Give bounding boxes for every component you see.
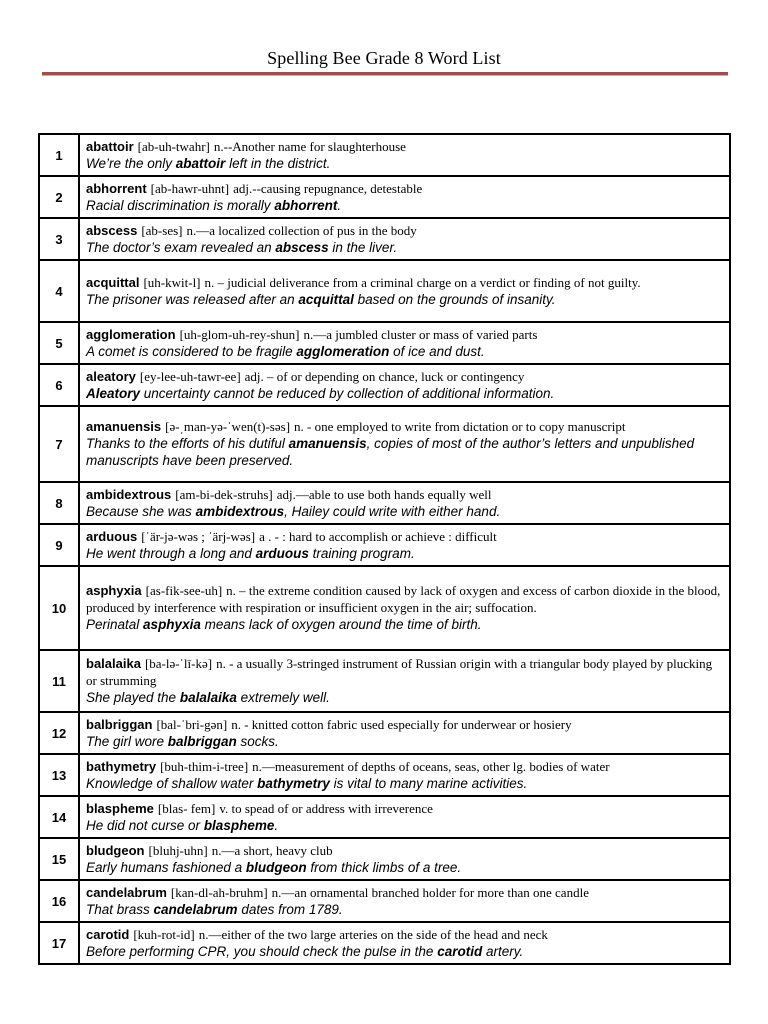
example-sentence [86, 901, 723, 918]
sentence-keyword: arduous [255, 545, 309, 561]
definition: n. – the extreme condition caused by lack of oxygen and excess of carbon dioxide in the blood, produced by interference with respiration or insufficient oxygen in the air; suffocation. [86, 583, 721, 615]
pronunciation: [kan-dl-ah-bruhm] [170, 884, 268, 900]
vocabulary-word: abscess [86, 222, 138, 238]
sentence-start: That brass [86, 901, 154, 917]
word-entry [79, 838, 730, 880]
word-number: 11 [39, 650, 79, 712]
example-sentence [86, 733, 723, 750]
sentence-start: She played the [86, 690, 180, 705]
definition: n. - one employed to write from dictation or to copy manuscript [294, 419, 626, 434]
example-sentence [86, 343, 723, 360]
word-entry [79, 260, 730, 322]
word-number: 10 [39, 566, 79, 650]
sentence-end: , copies of most of the author’s letters and unpublished manuscripts have been preserved. [86, 436, 695, 468]
sentence-start: The prisoner was released after an [86, 291, 299, 307]
word-row [39, 524, 730, 566]
pronunciation: [uh-kwit-l] [143, 274, 201, 290]
word-number: 6 [39, 364, 79, 406]
definition-line [86, 800, 723, 817]
sentence-start: Knowledge of shallow water [86, 775, 258, 791]
sentence-start: The girl wore [86, 733, 168, 749]
definition-line [86, 418, 723, 435]
sentence-keyword: abhorrent [274, 197, 338, 213]
definition: a . - : hard to accomplish or achieve : difficult [259, 528, 497, 544]
pronunciation: [ˈär-jə-wəs ; ˈärj-wəs] [141, 528, 256, 544]
sentence-keyword: bathymetry [257, 775, 330, 791]
vocabulary-word: amanuensis [86, 419, 162, 434]
definition: n.—either of the two large arteries on the side of the head and neck [198, 926, 548, 942]
sentence-end: , Hailey could write with either hand. [284, 503, 501, 519]
definition: n.—a localized collection of pus in the body [186, 222, 417, 238]
word-entry [79, 322, 730, 364]
vocabulary-word: balbriggan [86, 716, 153, 732]
word-entry [79, 880, 730, 922]
definition: adj. – of or depending on chance, luck or contingency [244, 368, 525, 384]
word-number: 13 [39, 754, 79, 796]
word-number: 12 [39, 712, 79, 754]
definition: n.—an ornamental branched holder for more than one candle [271, 884, 589, 900]
pronunciation: [ba-lə-ˈlī-kə] [144, 656, 213, 671]
sentence-end: is vital to many marine activities. [329, 775, 528, 791]
vocabulary-word: carotid [86, 926, 130, 942]
word-number: 5 [39, 322, 79, 364]
sentence-start: A comet is considered to be fragile [86, 343, 297, 359]
pronunciation: [bluhj-uhn] [148, 842, 208, 858]
word-row [39, 176, 730, 218]
word-number: 7 [39, 406, 79, 482]
vocabulary-word: abattoir [86, 138, 134, 154]
sentence-end: artery. [482, 943, 524, 959]
word-number: 4 [39, 260, 79, 322]
example-sentence [86, 689, 723, 706]
word-number: 14 [39, 796, 79, 838]
word-entry [79, 406, 730, 482]
sentence-end: from thick limbs of a tree. [306, 859, 462, 875]
definition-line [86, 138, 723, 155]
pronunciation: [bal-ˈbri-gən] [156, 716, 228, 732]
sentence-keyword: asphyxia [143, 617, 201, 632]
sentence-end: extremely well. [236, 690, 330, 705]
definition-line [86, 486, 723, 503]
sentence-keyword: amanuensis [288, 436, 367, 451]
sentence-start: Before performing CPR, you should check the pulse in the [86, 943, 438, 959]
word-list-table [38, 133, 731, 965]
example-sentence [86, 291, 723, 308]
title-divider [42, 72, 728, 76]
sentence-keyword: Aleatory [86, 385, 141, 401]
sentence-end: left in the district. [225, 155, 331, 171]
sentence-start: Thanks to the efforts of his dutiful [86, 436, 289, 451]
sentence-keyword: abattoir [175, 155, 226, 171]
pronunciation: [uh-glom-uh-rey-shun] [179, 326, 300, 342]
sentence-end: training program. [308, 545, 415, 561]
word-row [39, 838, 730, 880]
word-entry [79, 218, 730, 260]
sentence-start: Because she was [86, 503, 196, 519]
definition: n.—a jumbled cluster or mass of varied parts [303, 326, 538, 342]
word-number: 2 [39, 176, 79, 218]
word-number: 16 [39, 880, 79, 922]
vocabulary-word: balalaika [86, 656, 141, 671]
pronunciation: [ab-hawr-uhnt] [150, 180, 230, 196]
word-row [39, 650, 730, 712]
definition: n. – judicial deliverance from a criminal charge on a verdict or finding of not guilty. [204, 274, 641, 290]
word-entry [79, 922, 730, 964]
pronunciation: [ə-ˌman-yə-ˈwen(t)-səs] [165, 419, 291, 434]
vocabulary-word: abhorrent [86, 180, 147, 196]
sentence-end: of ice and dust. [389, 343, 485, 359]
definition: n.—a short, heavy club [211, 842, 333, 858]
word-row [39, 322, 730, 364]
pronunciation: [buh-thim-i-tree] [160, 758, 249, 774]
sentence-start: Racial discrimination is morally [86, 197, 275, 213]
definition-line [86, 274, 723, 291]
pronunciation: [ey-lee-uh-tawr-ee] [139, 368, 241, 384]
definition-line [86, 884, 723, 901]
definition: n.--Another name for slaughterhouse [213, 138, 406, 154]
example-sentence [86, 239, 723, 256]
vocabulary-word: ambidextrous [86, 486, 172, 502]
word-entry [79, 712, 730, 754]
example-sentence [86, 155, 723, 172]
word-entry [79, 650, 730, 712]
definition: v. to spead of or address with irreverence [219, 800, 433, 816]
sentence-start: He went through a long and [86, 545, 256, 561]
sentence-end: . [274, 817, 279, 833]
definition-line [86, 222, 723, 239]
example-sentence [86, 817, 723, 834]
word-number: 8 [39, 482, 79, 524]
vocabulary-word: blaspheme [86, 800, 154, 816]
sentence-end: . [337, 197, 342, 213]
vocabulary-word: agglomeration [86, 326, 176, 342]
example-sentence [86, 775, 723, 792]
word-entry [79, 482, 730, 524]
definition: n. - knitted cotton fabric used especially for underwear or hosiery [231, 716, 572, 732]
definition-line [86, 758, 723, 775]
sentence-keyword: acquittal [298, 291, 354, 307]
sentence-end: in the liver. [328, 239, 398, 255]
word-row [39, 796, 730, 838]
sentence-start: Early humans fashioned a [86, 859, 246, 875]
vocabulary-word: bludgeon [86, 842, 145, 858]
sentence-start: He did not curse or [86, 817, 204, 833]
definition: adj.—able to use both hands equally well [276, 486, 492, 502]
word-row [39, 260, 730, 322]
word-entry [79, 134, 730, 176]
definition-line [86, 528, 723, 545]
pronunciation: [kuh-rot-id] [133, 926, 195, 942]
sentence-start: We’re the only [86, 155, 176, 171]
definition-line [86, 716, 723, 733]
word-list-body [39, 134, 730, 964]
example-sentence [86, 616, 723, 633]
sentence-keyword: blaspheme [203, 817, 275, 833]
word-number: 9 [39, 524, 79, 566]
sentence-end: means lack of oxygen around the time of birth. [200, 617, 482, 632]
word-entry [79, 566, 730, 650]
vocabulary-word: acquittal [86, 274, 140, 290]
definition-line [86, 582, 723, 616]
word-entry [79, 524, 730, 566]
word-entry [79, 364, 730, 406]
definition-line [86, 326, 723, 343]
sentence-keyword: agglomeration [296, 343, 390, 359]
word-row [39, 364, 730, 406]
sentence-keyword: candelabrum [153, 901, 238, 917]
page-title: Spelling Bee Grade 8 Word List [267, 48, 501, 68]
definition: n.—measurement of depths of oceans, seas, other lg. bodies of water [252, 758, 610, 774]
example-sentence [86, 197, 723, 214]
word-number: 17 [39, 922, 79, 964]
vocabulary-word: bathymetry [86, 758, 157, 774]
pronunciation: [am-bi-dek-struhs] [175, 486, 273, 502]
vocabulary-word: asphyxia [86, 583, 142, 598]
sentence-keyword: ambidextrous [195, 503, 285, 519]
definition-line [86, 842, 723, 859]
word-row [39, 134, 730, 176]
sentence-keyword: balalaika [179, 690, 237, 705]
sentence-end: uncertainty cannot be reduced by collection of additional information. [140, 385, 555, 401]
word-number: 3 [39, 218, 79, 260]
sentence-end: dates from 1789. [237, 901, 343, 917]
word-entry [79, 176, 730, 218]
definition: adj.--causing repugnance, detestable [233, 180, 423, 196]
vocabulary-word: arduous [86, 528, 138, 544]
definition-line [86, 180, 723, 197]
pronunciation: [blas- fem] [157, 800, 216, 816]
example-sentence [86, 859, 723, 876]
pronunciation: [ab-ses] [141, 222, 183, 238]
word-entry [79, 796, 730, 838]
pronunciation: [ab-uh-twahr] [137, 138, 210, 154]
word-number: 15 [39, 838, 79, 880]
sentence-keyword: balbriggan [167, 733, 237, 749]
word-row [39, 880, 730, 922]
word-row [39, 566, 730, 650]
word-row [39, 406, 730, 482]
pronunciation: [as-fik-see-uh] [145, 583, 223, 598]
sentence-end: socks. [236, 733, 279, 749]
vocabulary-word: candelabrum [86, 884, 167, 900]
word-row [39, 218, 730, 260]
example-sentence [86, 545, 723, 562]
sentence-start: The doctor’s exam revealed an [86, 239, 276, 255]
word-row [39, 712, 730, 754]
word-row [39, 482, 730, 524]
definition: n. - a usually 3-stringed instrument of Russian origin with a triangular body played by plucking or strumming [86, 656, 713, 688]
sentence-end: based on the grounds of insanity. [353, 291, 556, 307]
sentence-keyword: abscess [275, 239, 329, 255]
sentence-keyword: bludgeon [245, 859, 307, 875]
example-sentence [86, 943, 723, 960]
word-row [39, 754, 730, 796]
sentence-keyword: carotid [437, 943, 483, 959]
example-sentence [86, 503, 723, 520]
example-sentence [86, 385, 723, 402]
definition-line [86, 368, 723, 385]
word-entry [79, 754, 730, 796]
definition-line [86, 926, 723, 943]
word-row [39, 922, 730, 964]
vocabulary-word: aleatory [86, 368, 136, 384]
definition-line [86, 655, 723, 689]
sentence-start: Perinatal [86, 617, 144, 632]
example-sentence [86, 435, 723, 469]
word-number: 1 [39, 134, 79, 176]
